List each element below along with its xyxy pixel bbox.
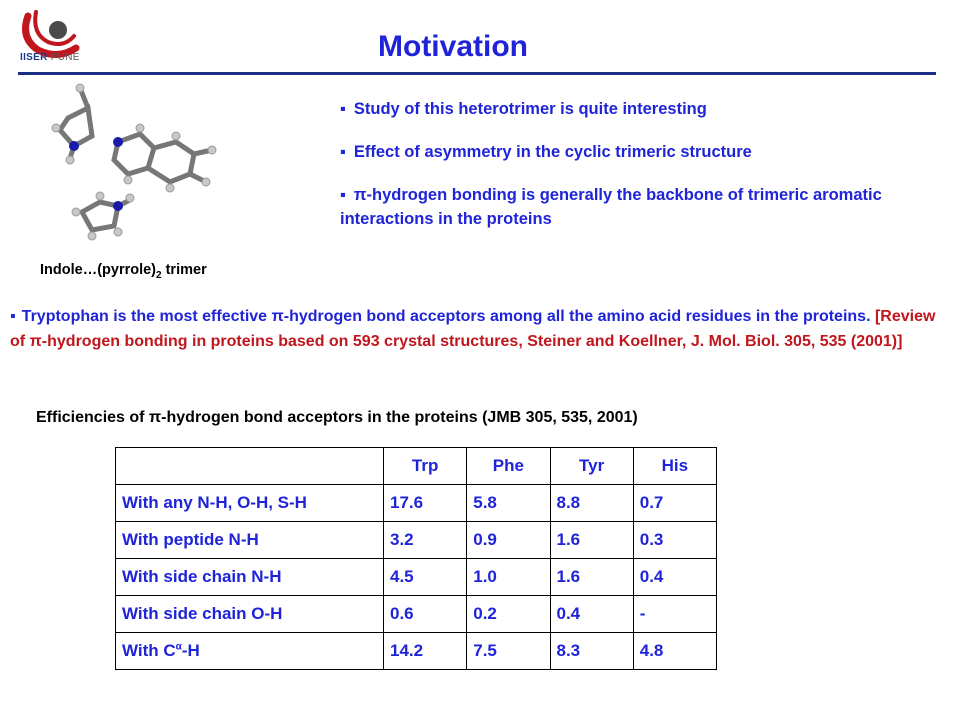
page-title: Motivation xyxy=(378,30,528,63)
table-cell: 17.6 xyxy=(384,485,467,522)
row-label: With any N-H, O-H, S-H xyxy=(116,485,384,522)
table-cell: 0.4 xyxy=(633,559,716,596)
bullet-item: ▪ π-hydrogen bonding is generally the backbone of trimeric aromatic interactions in the proteins xyxy=(340,183,950,231)
figure-caption xyxy=(40,262,207,281)
table-cell: 0.2 xyxy=(467,596,550,633)
bullet-item: ▪ Study of this heterotrimer is quite interesting xyxy=(340,97,950,121)
table-row xyxy=(116,522,717,559)
table-cell: 5.8 xyxy=(467,485,550,522)
table-row xyxy=(116,485,717,522)
table-cell: 0.4 xyxy=(550,596,633,633)
efficiency-table xyxy=(115,447,717,670)
header-cell: Phe xyxy=(467,448,550,485)
table-cell: - xyxy=(633,596,716,633)
row-label-superscript: α xyxy=(175,641,182,653)
table-cell: 1.6 xyxy=(550,559,633,596)
table-cell: 8.8 xyxy=(550,485,633,522)
table-header-row xyxy=(116,448,717,485)
paragraph-reference: [Review of π-hydrogen bonding in proteins based on 593 crystal structures, Steiner and Koellner, J. Mol. Biol. 305, 535 (2001)] xyxy=(10,308,936,350)
table-cell: 0.6 xyxy=(384,596,467,633)
table-cell: 4.5 xyxy=(384,559,467,596)
bullet-item: ▪ Effect of asymmetry in the cyclic trimeric structure xyxy=(340,140,950,164)
motivation-bullets xyxy=(340,97,950,250)
logo-iiser: IISER xyxy=(20,52,48,63)
caption-subscript: 2 xyxy=(156,269,162,281)
row-label xyxy=(116,633,384,670)
table-cell: 8.3 xyxy=(550,633,633,670)
row-label: With side chain O-H xyxy=(116,596,384,633)
row-label: With side chain N-H xyxy=(116,559,384,596)
table-cell: 1.0 xyxy=(467,559,550,596)
header-cell: His xyxy=(633,448,716,485)
table-row xyxy=(116,596,717,633)
row-label: With peptide N-H xyxy=(116,522,384,559)
table-cell: 14.2 xyxy=(384,633,467,670)
row-label-suffix: -H xyxy=(181,641,200,660)
caption-main: Indole…(pyrrole) xyxy=(40,262,157,278)
table-cell: 1.6 xyxy=(550,522,633,559)
table-row xyxy=(116,559,717,596)
caption-tail: trimer xyxy=(161,262,207,278)
table-cell: 0.3 xyxy=(633,522,716,559)
header-cell: Trp xyxy=(384,448,467,485)
header-cell xyxy=(116,448,384,485)
table-cell: 4.8 xyxy=(633,633,716,670)
tryptophan-paragraph xyxy=(10,304,950,354)
table-cell: 3.2 xyxy=(384,522,467,559)
header-cell: Tyr xyxy=(550,448,633,485)
table-cell: 7.5 xyxy=(467,633,550,670)
trimer-molecule-image xyxy=(30,78,260,258)
title-rule xyxy=(18,72,936,75)
table-caption: Efficiencies of π-hydrogen bond acceptors in the proteins (JMB 305, 535, 2001) xyxy=(36,409,638,426)
table-row xyxy=(116,633,717,670)
table-cell: 0.9 xyxy=(467,522,550,559)
row-label-prefix: With C xyxy=(122,641,176,660)
paragraph-text: Tryptophan is the most effective π-hydrogen bond acceptors among all the amino acid residues in the proteins. xyxy=(21,308,875,325)
table-cell: 0.7 xyxy=(633,485,716,522)
logo-pune: PUNE xyxy=(50,52,80,63)
